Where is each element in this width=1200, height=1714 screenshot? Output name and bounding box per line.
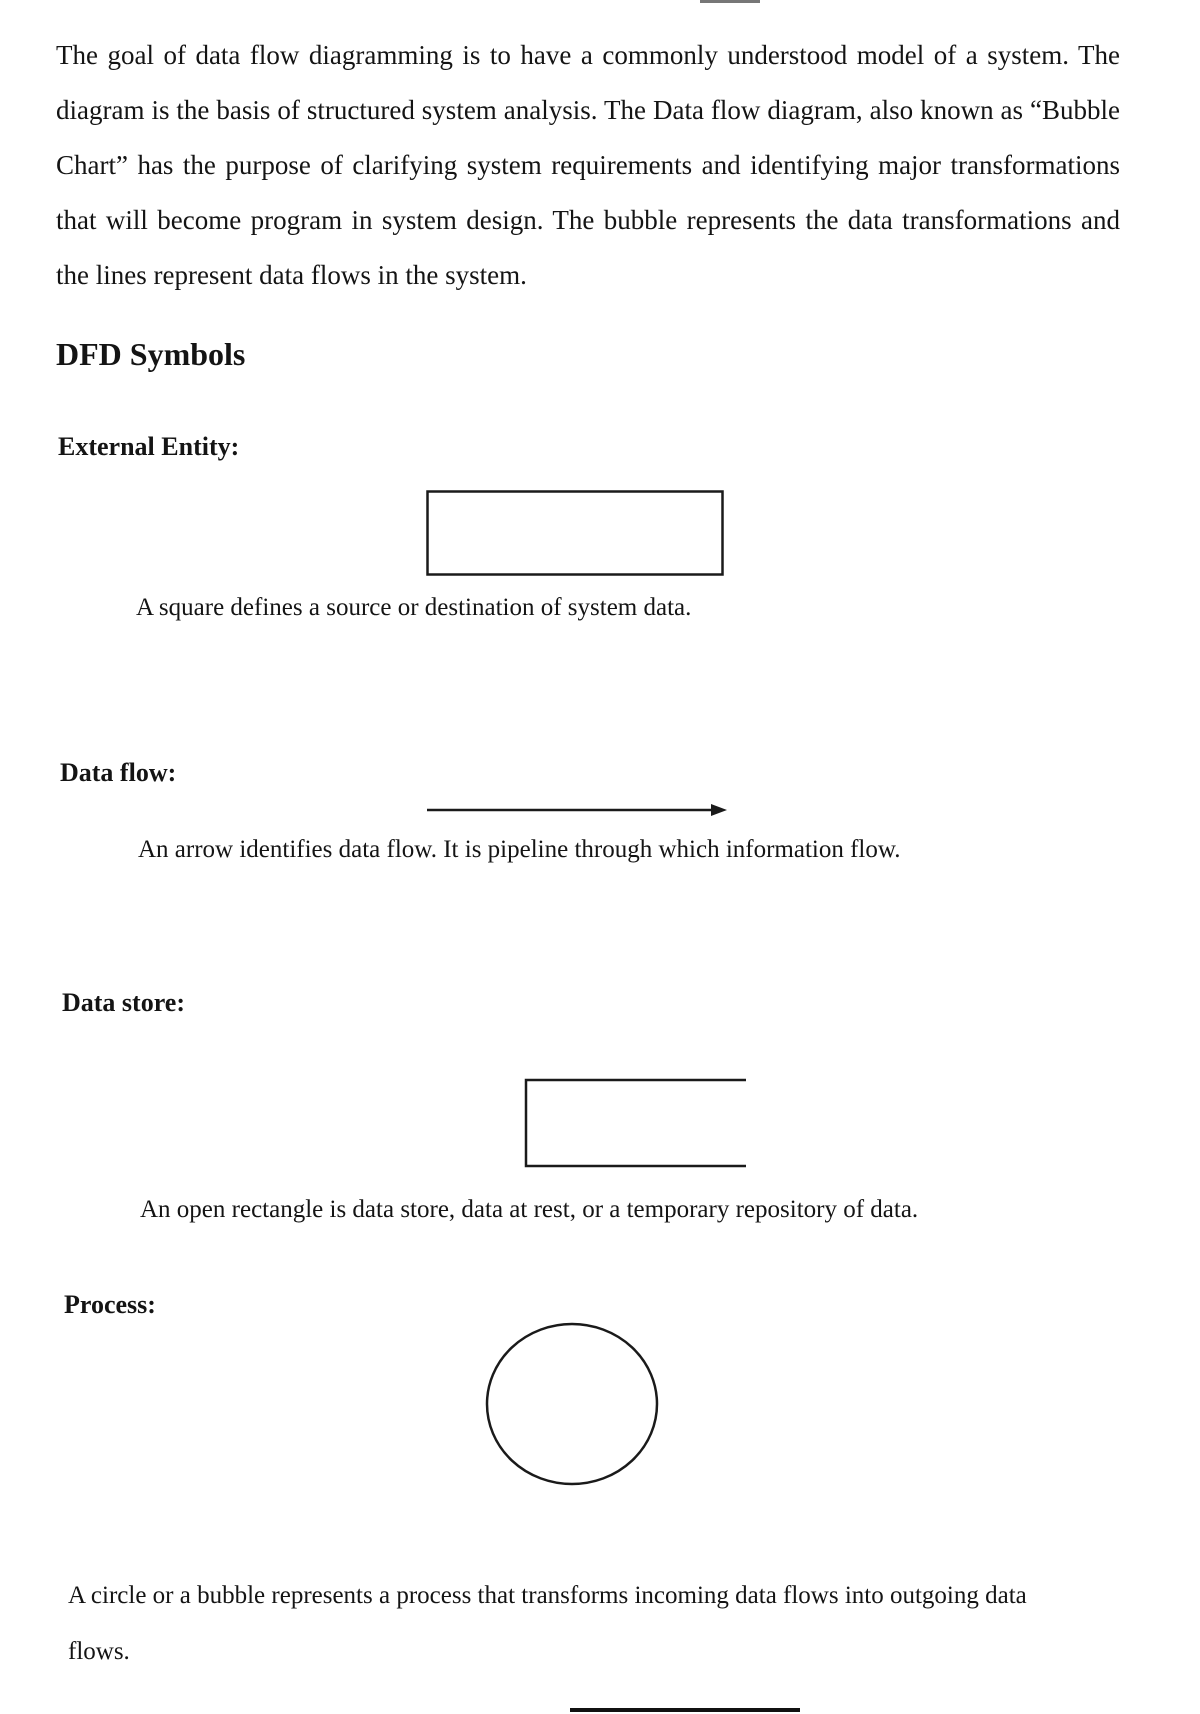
data-flow-arrow — [425, 800, 730, 820]
scan-edge-mark-bottom — [570, 1708, 800, 1712]
external-entity-label: External Entity: — [58, 432, 240, 461]
data-flow-caption: An arrow identifies data flow. It is pipeline through which information flow. — [138, 836, 901, 863]
intro-paragraph: The goal of data flow diagramming is to have a commonly understood model of a system. The diagram is the basis of structured system analysis. The Data flow diagram, also known as “Bubble Chart” has the purpose of clarifying system requirements and identifying major transformations that will become program in system design. The bubble represents the data transformations and the lines represent data flows in the system. — [56, 40, 1120, 290]
external-entity-caption: A square defines a source or destination of system data. — [136, 594, 692, 621]
data-store-caption: An open rectangle is data store, data at rest, or a temporary repository of data. — [140, 1196, 919, 1223]
process-label: Process: — [64, 1290, 156, 1319]
data-store-open-rectangle — [524, 1078, 748, 1170]
external-entity-rectangle — [426, 490, 724, 576]
process-circle — [484, 1320, 660, 1488]
scan-edge-mark — [700, 0, 760, 3]
data-store-label: Data store: — [62, 988, 185, 1017]
section-title: DFD Symbols — [56, 336, 246, 372]
data-flow-label: Data flow: — [60, 758, 177, 787]
process-caption: A circle or a bubble represents a process that transforms incoming data flows into outgoing data flows. — [68, 1582, 1027, 1665]
